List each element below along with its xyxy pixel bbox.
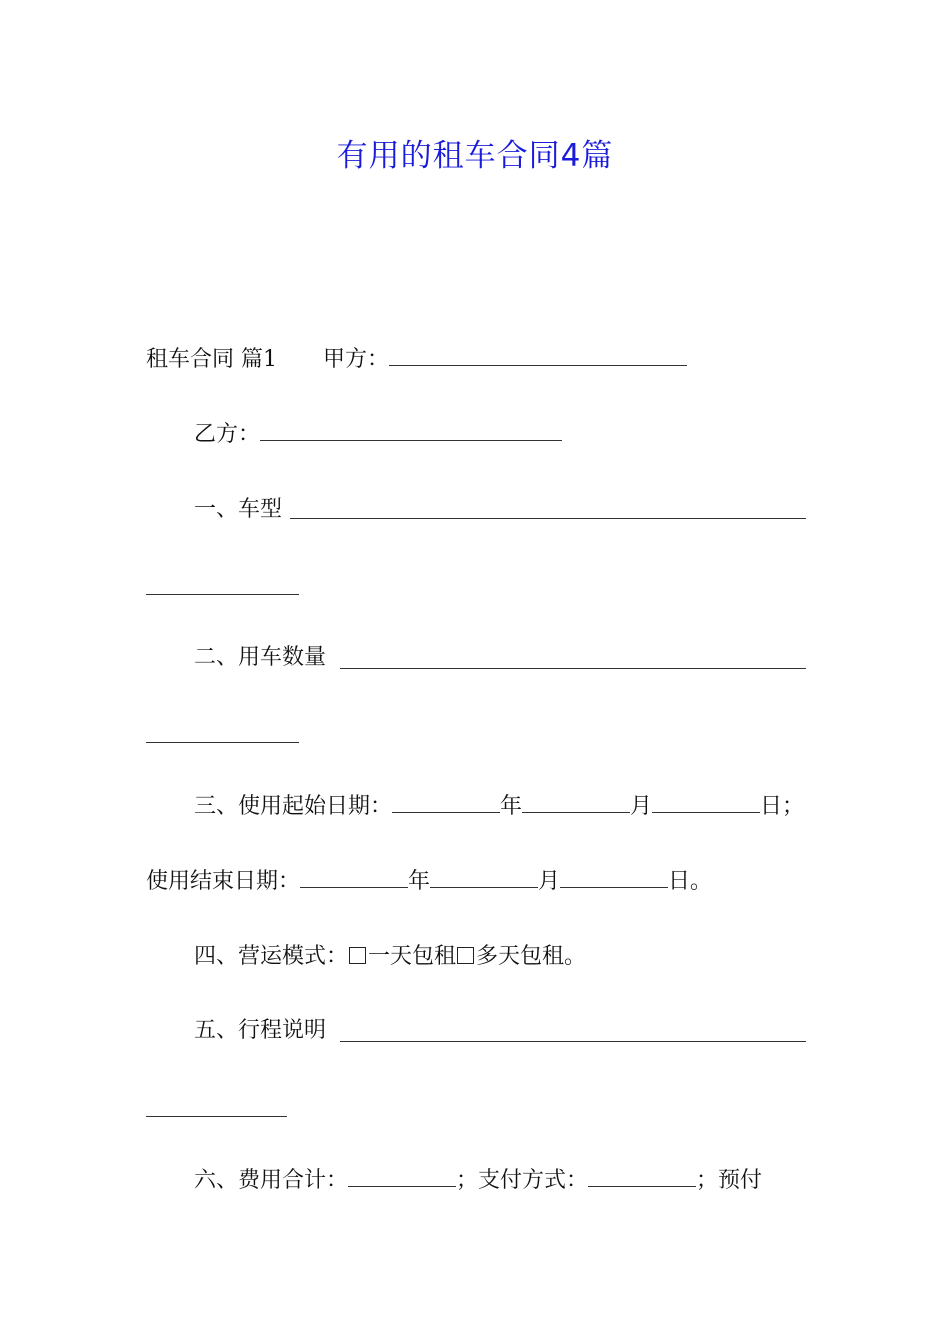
start-day-unit: 日； [760, 794, 805, 819]
line-car-model [194, 495, 874, 525]
car-model-blank[interactable] [290, 518, 806, 519]
operation-mode-label: 四、营运模式： [194, 944, 349, 969]
party-a-label: 甲方： [323, 347, 390, 372]
itinerary-label: 五、行程说明 [194, 1018, 327, 1043]
car-model-blank-cont[interactable] [146, 594, 299, 595]
end-year-blank[interactable] [300, 867, 408, 888]
party-b-label: 乙方： [194, 422, 261, 447]
doc-title: 有用的租车合同4篇 [336, 138, 614, 174]
prepay-label: ；预付 [696, 1168, 763, 1193]
itinerary-blank[interactable] [340, 1041, 806, 1042]
party-a-blank[interactable] [389, 345, 687, 366]
payment-method-label: ；支付方式： [456, 1168, 589, 1193]
start-day-blank[interactable] [652, 792, 760, 813]
start-month-blank[interactable] [522, 792, 630, 813]
checkbox-one-day[interactable] [349, 947, 366, 964]
line-end-date [146, 867, 826, 897]
fee-total-label: 六、费用合计： [194, 1168, 349, 1193]
start-year-blank[interactable] [392, 792, 500, 813]
checkbox-multi-day[interactable] [457, 947, 474, 964]
end-month-blank[interactable] [430, 867, 538, 888]
line-party-b [194, 420, 874, 450]
line-fees [194, 1166, 874, 1196]
fee-total-blank[interactable] [348, 1166, 456, 1187]
contract-heading: 租车合同 篇1 [146, 347, 277, 372]
payment-method-blank[interactable] [588, 1166, 696, 1187]
option-multi-day: 多天包租。 [476, 944, 587, 969]
end-day-blank[interactable] [560, 867, 668, 888]
itinerary-blank-cont[interactable] [146, 1116, 287, 1117]
car-count-blank[interactable] [340, 668, 806, 669]
start-year-unit: 年 [500, 794, 523, 819]
end-month-unit: 月 [538, 869, 561, 894]
car-count-label: 二、用车数量 [194, 645, 327, 670]
line-start-date [194, 792, 874, 822]
end-day-unit: 日。 [668, 869, 713, 894]
line-operation-mode [194, 942, 874, 972]
car-model-label: 一、车型 [194, 497, 283, 522]
line-party-a [146, 345, 826, 375]
start-month-unit: 月 [630, 794, 653, 819]
start-date-label: 三、使用起始日期： [194, 794, 393, 819]
end-year-unit: 年 [408, 869, 431, 894]
party-b-blank[interactable] [260, 420, 562, 441]
option-one-day: 一天包租 [368, 944, 457, 969]
end-date-label: 使用结束日期： [146, 869, 301, 894]
car-count-blank-cont[interactable] [146, 742, 299, 743]
